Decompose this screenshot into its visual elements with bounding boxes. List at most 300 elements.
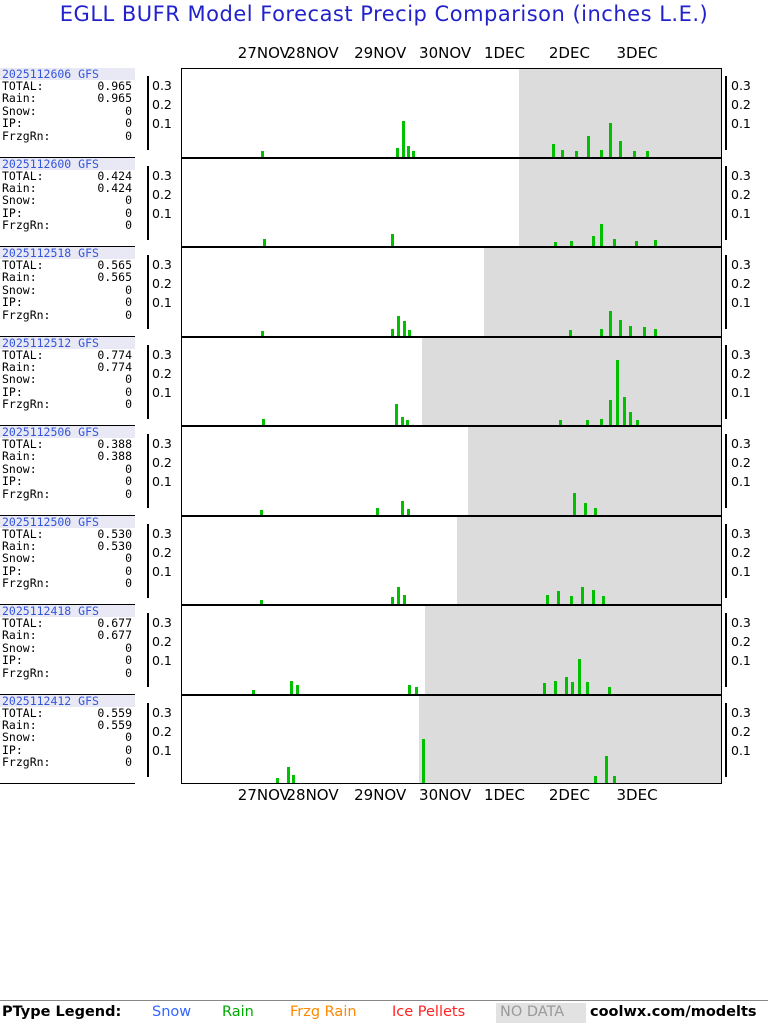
right-y-axis <box>722 426 768 516</box>
precip-bar <box>252 690 255 693</box>
precip-bar <box>559 420 562 425</box>
precip-bar <box>391 234 394 246</box>
panel-stat-value: 0.965 <box>97 91 132 106</box>
precip-bar <box>587 136 590 156</box>
precip-plot <box>181 158 722 248</box>
forecast-panel <box>0 337 768 427</box>
y-tick-label: 0.1 <box>731 384 751 400</box>
panel-stat-value: 0 <box>125 193 132 208</box>
panel-stat-key: FrzgRn: <box>2 755 51 770</box>
precip-bar <box>623 397 626 425</box>
y-tick-label: 0.3 <box>152 257 172 272</box>
forecast-panel <box>0 247 768 337</box>
precip-bar <box>391 329 394 336</box>
precip-bar <box>633 151 636 157</box>
forecast-panel <box>0 68 768 158</box>
y-tick-label: 0.2 <box>731 97 751 112</box>
precip-bar <box>586 682 589 694</box>
precip-bar <box>408 685 411 693</box>
panel-stat-key: Rain: <box>2 180 37 195</box>
x-tick-label: 27NOV <box>237 786 290 804</box>
y-tick-label: 0.3 <box>152 704 172 720</box>
x-tick-label: 29NOV <box>354 44 407 62</box>
panel-stat-row <box>0 373 135 385</box>
panel-stat-row <box>0 731 135 743</box>
precip-bar <box>619 141 622 156</box>
panel-info-box <box>0 605 135 695</box>
precip-bar <box>609 311 612 335</box>
panel-stat-key: Snow: <box>2 282 37 297</box>
panel-stat-value: 0.559 <box>97 717 132 732</box>
panel-stat-value: 0 <box>125 218 132 233</box>
y-tick-label: 0.2 <box>731 455 751 470</box>
left-y-axis <box>136 426 181 516</box>
precip-plot <box>181 605 722 695</box>
left-y-axis <box>136 695 181 785</box>
y-tick-label: 0.2 <box>152 186 172 202</box>
y-tick-label: 0.2 <box>152 634 172 649</box>
precip-bar <box>401 417 404 425</box>
no-data-region <box>519 159 721 247</box>
panel-stat-value: 0.565 <box>97 258 132 272</box>
no-data-region <box>468 427 721 515</box>
model-run-label[interactable]: 2025112512 GFS <box>0 337 135 349</box>
panel-stat-value: 0.530 <box>97 526 132 541</box>
panel-stat-key: IP: <box>2 653 23 668</box>
x-tick-label: 28NOV <box>286 786 339 804</box>
panel-stat-value: 0 <box>125 384 132 399</box>
panel-stat-key: FrzgRn: <box>2 128 51 143</box>
panel-stat-row <box>0 117 135 129</box>
precip-bar <box>546 595 549 604</box>
model-run-label[interactable]: 2025112500 GFS <box>0 516 135 528</box>
panel-stat-key: IP: <box>2 295 23 310</box>
panel-stat-row <box>0 552 135 564</box>
precip-bar <box>276 778 279 783</box>
precip-bar <box>391 597 394 604</box>
panel-stat-value: 0.424 <box>97 168 132 183</box>
y-tick-label: 0.1 <box>152 116 172 131</box>
x-tick-label: 30NOV <box>419 44 472 62</box>
panel-stat-value: 0 <box>125 461 132 476</box>
panel-stat-row <box>0 475 135 487</box>
y-axis-line <box>725 345 727 419</box>
y-tick-label: 0.3 <box>731 257 751 272</box>
precip-bar <box>600 419 603 425</box>
precip-bar <box>261 331 264 335</box>
panel-stat-value: 0 <box>125 103 132 118</box>
y-tick-label: 0.2 <box>152 544 172 560</box>
precip-bar <box>592 590 595 604</box>
precip-bar <box>552 144 555 156</box>
panel-stat-row <box>0 654 135 666</box>
panel-stat-row <box>0 667 135 679</box>
panel-stat-value: 0.388 <box>97 449 132 464</box>
y-tick-label: 0.2 <box>731 723 751 739</box>
y-tick-label: 0.2 <box>152 365 172 381</box>
panel-stat-value: 0 <box>125 116 132 131</box>
panel-stat-value: 0 <box>125 755 132 770</box>
legend-rain: Rain <box>222 1004 254 1020</box>
y-tick-label: 0.2 <box>731 544 751 560</box>
precip-plot <box>181 68 722 158</box>
precip-bar <box>376 508 379 514</box>
panel-stat-key: Snow: <box>2 372 37 387</box>
panel-stat-key: Snow: <box>2 730 37 745</box>
panel-stat-value: 0 <box>125 295 132 310</box>
x-tick-label: 3DEC <box>616 44 658 62</box>
precip-bar <box>573 493 576 515</box>
precip-bar <box>592 236 595 246</box>
precip-bar <box>261 151 264 157</box>
panel-stat-value: 0.774 <box>97 359 132 374</box>
panel-stat-value: 0 <box>125 653 132 668</box>
panel-info-box <box>0 68 135 158</box>
precip-bar <box>407 509 410 515</box>
panel-stat-key: FrzgRn: <box>2 307 51 322</box>
y-tick-label: 0.2 <box>152 97 172 112</box>
left-y-axis <box>136 68 181 158</box>
y-tick-label: 0.2 <box>731 186 751 202</box>
right-y-axis <box>722 695 768 785</box>
no-data-region <box>457 517 721 605</box>
precip-bar <box>605 756 608 783</box>
precip-bar <box>581 587 584 604</box>
panel-stat-value: 0 <box>125 205 132 220</box>
panel-stat-value: 0 <box>125 486 132 501</box>
y-tick-label: 0.1 <box>152 653 172 668</box>
panel-info-box <box>0 695 135 785</box>
precip-plot <box>181 516 722 606</box>
legend-no-data: NO DATA <box>500 1004 565 1020</box>
panel-stat-key: FrzgRn: <box>2 218 51 233</box>
ptype-legend <box>0 1000 768 1025</box>
panel-stat-key: Snow: <box>2 551 37 566</box>
right-y-axis <box>722 247 768 337</box>
forecast-panel <box>0 158 768 248</box>
panel-stat-value: 0 <box>125 665 132 680</box>
precip-bar <box>570 241 573 246</box>
precip-bar <box>292 775 295 783</box>
y-tick-label: 0.3 <box>152 346 172 362</box>
y-tick-label: 0.2 <box>152 455 172 470</box>
panel-stat-row <box>0 130 135 142</box>
model-run-label[interactable]: 2025112412 GFS <box>0 695 135 707</box>
precip-bar <box>600 329 603 336</box>
precip-bar <box>616 360 619 425</box>
y-tick-label: 0.3 <box>731 78 751 93</box>
y-tick-label: 0.3 <box>152 436 172 451</box>
panel-stat-value: 0.530 <box>97 538 132 553</box>
page-title: EGLL BUFR Model Forecast Precip Comparison (inches L.E.) <box>59 2 709 26</box>
no-data-region <box>425 606 721 694</box>
panel-stat-key: Rain: <box>2 449 37 464</box>
left-y-axis <box>136 247 181 337</box>
panel-stat-row <box>0 92 135 104</box>
panel-stat-key: TOTAL: <box>2 616 44 630</box>
panel-stat-value: 0 <box>125 474 132 489</box>
panel-stat-key: Snow: <box>2 193 37 208</box>
y-axis-line <box>725 434 727 508</box>
precip-bar <box>396 148 399 157</box>
right-y-axis <box>722 337 768 427</box>
y-axis-line <box>725 524 727 598</box>
panel-stat-value: 0 <box>125 397 132 412</box>
panel-info-box <box>0 247 135 337</box>
panel-stat-value: 0.677 <box>97 628 132 643</box>
y-tick-label: 0.2 <box>152 276 172 291</box>
panel-stat-row <box>0 577 135 589</box>
precip-bar <box>260 510 263 514</box>
y-tick-label: 0.1 <box>152 295 172 310</box>
x-tick-label: 2DEC <box>548 44 590 62</box>
panel-stat-key: Rain: <box>2 538 37 553</box>
panel-stat-key: IP: <box>2 563 23 578</box>
precip-bar <box>557 591 560 604</box>
panel-stat-key: IP: <box>2 205 23 220</box>
y-tick-label: 0.1 <box>152 563 172 579</box>
panel-stat-row <box>0 398 135 410</box>
panel-stat-value: 0 <box>125 307 132 322</box>
panel-stat-key: Rain: <box>2 270 37 285</box>
panel-info-box <box>0 337 135 427</box>
panel-info-box <box>0 426 135 516</box>
y-tick-label: 0.3 <box>731 525 751 541</box>
panel-stat-row <box>0 271 135 283</box>
precip-bar <box>554 681 557 694</box>
panel-stat-row <box>0 194 135 206</box>
precip-bar <box>402 121 405 157</box>
precip-bar <box>407 146 410 156</box>
y-tick-label: 0.1 <box>731 653 751 668</box>
y-axis-line <box>147 434 149 508</box>
panel-stat-value: 0 <box>125 551 132 566</box>
right-y-axis <box>722 605 768 695</box>
panel-stat-value: 0.388 <box>97 437 132 451</box>
panel-stat-key: FrzgRn: <box>2 397 51 412</box>
left-y-axis <box>136 337 181 427</box>
precip-bar <box>636 420 639 425</box>
model-run-label[interactable]: 2025112600 GFS <box>0 158 135 170</box>
panel-stat-key: Snow: <box>2 640 37 655</box>
panel-stat-key: Rain: <box>2 717 37 732</box>
y-tick-label: 0.3 <box>152 78 172 93</box>
precip-bar <box>594 776 597 783</box>
panel-stat-value: 0 <box>125 372 132 387</box>
y-axis-line <box>725 76 727 150</box>
precip-bar <box>543 683 546 693</box>
panel-stat-value: 0 <box>125 742 132 757</box>
panel-stat-key: Rain: <box>2 359 37 374</box>
panel-stat-row <box>0 309 135 321</box>
panel-stat-value: 0 <box>125 576 132 591</box>
y-tick-label: 0.2 <box>731 365 751 381</box>
precip-bar <box>575 151 578 156</box>
y-axis-line <box>147 76 149 150</box>
panel-stat-key: FrzgRn: <box>2 576 51 591</box>
precip-bar <box>594 508 597 515</box>
panel-stat-key: Rain: <box>2 91 37 106</box>
panel-stat-key: TOTAL: <box>2 168 44 183</box>
panel-stat-key: TOTAL: <box>2 705 44 720</box>
y-tick-label: 0.3 <box>731 436 751 451</box>
precip-bar <box>654 329 657 336</box>
y-axis-line <box>147 345 149 419</box>
model-run-label[interactable]: 2025112506 GFS <box>0 426 135 438</box>
y-axis-line <box>725 255 727 329</box>
precip-plot <box>181 337 722 427</box>
panel-stat-key: TOTAL: <box>2 258 44 272</box>
precip-bar <box>600 224 603 246</box>
precip-bar <box>403 321 406 335</box>
precip-bar <box>401 501 404 515</box>
precip-bar <box>609 400 612 425</box>
precip-bar <box>408 330 411 336</box>
left-y-axis <box>136 516 181 606</box>
right-y-axis <box>722 68 768 158</box>
panel-stat-key: FrzgRn: <box>2 665 51 680</box>
panel-stat-value: 0.774 <box>97 347 132 362</box>
y-tick-label: 0.3 <box>731 704 751 720</box>
x-tick-label: 3DEC <box>616 786 658 804</box>
y-axis-line <box>147 703 149 777</box>
y-tick-label: 0.1 <box>731 742 751 758</box>
precip-bar <box>578 659 581 694</box>
no-data-region <box>422 338 721 426</box>
y-tick-label: 0.1 <box>152 205 172 221</box>
panel-stat-key: TOTAL: <box>2 347 44 362</box>
panel-stat-value: 0.965 <box>97 79 132 93</box>
panel-stat-key: IP: <box>2 742 23 757</box>
precip-bar <box>629 412 632 425</box>
panel-stat-value: 0 <box>125 730 132 745</box>
legend-frzg-rain: Frzg Rain <box>290 1004 357 1020</box>
y-tick-label: 0.3 <box>731 167 751 183</box>
y-tick-label: 0.2 <box>152 723 172 739</box>
left-y-axis <box>136 605 181 695</box>
panel-stat-key: TOTAL: <box>2 526 44 541</box>
y-tick-label: 0.1 <box>731 563 751 579</box>
y-tick-label: 0.1 <box>731 116 751 131</box>
precip-bar <box>629 326 632 335</box>
panel-stat-value: 0.424 <box>97 180 132 195</box>
precip-bar <box>635 241 638 246</box>
model-run-label[interactable]: 2025112518 GFS <box>0 247 135 259</box>
panel-stat-row <box>0 219 135 231</box>
precip-bar <box>422 739 425 783</box>
precip-bar <box>584 503 587 515</box>
x-tick-label: 2DEC <box>548 786 590 804</box>
precip-bar <box>565 677 568 693</box>
y-tick-label: 0.3 <box>152 525 172 541</box>
y-tick-label: 0.1 <box>152 474 172 489</box>
panel-stat-key: IP: <box>2 384 23 399</box>
forecast-panel <box>0 516 768 606</box>
precip-bar <box>296 685 299 693</box>
precip-bar <box>602 596 605 604</box>
precip-bar <box>263 239 266 246</box>
y-tick-label: 0.1 <box>152 384 172 400</box>
x-tick-label: 29NOV <box>354 786 407 804</box>
precip-bar <box>608 687 611 694</box>
precip-bar <box>260 600 263 604</box>
y-tick-label: 0.1 <box>152 742 172 758</box>
y-tick-label: 0.1 <box>731 205 751 221</box>
legend-snow: Snow <box>152 1004 192 1020</box>
y-axis-line <box>147 613 149 687</box>
precip-bar <box>403 595 406 604</box>
y-tick-label: 0.1 <box>731 295 751 310</box>
right-y-axis <box>722 158 768 248</box>
panel-stat-value: 0 <box>125 282 132 297</box>
precip-bar <box>609 123 612 157</box>
precip-bar <box>395 404 398 425</box>
precip-bar <box>619 320 622 336</box>
right-y-axis <box>722 516 768 606</box>
precip-bar <box>569 330 572 336</box>
panel-stat-value: 0 <box>125 640 132 655</box>
model-run-label[interactable]: 2025112418 GFS <box>0 605 135 617</box>
y-tick-label: 0.3 <box>731 615 751 630</box>
precip-bar <box>412 151 415 156</box>
precip-bar <box>643 327 646 335</box>
no-data-region <box>419 696 721 784</box>
y-axis-line <box>725 703 727 777</box>
x-tick-label: 27NOV <box>237 44 290 62</box>
panel-stat-key: FrzgRn: <box>2 486 51 501</box>
left-y-axis <box>136 158 181 248</box>
panel-stat-key: Snow: <box>2 103 37 118</box>
precip-bar <box>554 242 557 246</box>
y-axis-line <box>147 166 149 240</box>
model-run-label[interactable]: 2025112606 GFS <box>0 68 135 80</box>
precip-bar <box>415 687 418 694</box>
y-tick-label: 0.3 <box>152 615 172 630</box>
precip-bar <box>654 240 657 246</box>
y-axis-line <box>147 524 149 598</box>
legend-ice-pellets: Ice Pellets <box>392 1004 466 1020</box>
y-axis-line <box>725 166 727 240</box>
panel-stat-key: Rain: <box>2 628 37 643</box>
panel-stat-row <box>0 488 135 500</box>
legend-ptype-label: PType Legend: <box>2 1004 122 1020</box>
precip-bar <box>570 596 573 604</box>
precip-bar <box>613 239 616 246</box>
x-tick-label: 1DEC <box>483 786 525 804</box>
precip-bar <box>613 776 616 783</box>
no-data-region <box>484 248 721 336</box>
precip-bar <box>646 151 649 157</box>
precip-bar <box>290 681 293 694</box>
precip-plot <box>181 247 722 337</box>
panel-stat-key: TOTAL: <box>2 437 44 451</box>
precip-bar <box>397 316 400 336</box>
y-tick-label: 0.1 <box>731 474 751 489</box>
panel-stat-row <box>0 629 135 641</box>
panel-stat-value: 0.559 <box>97 705 132 720</box>
bottom-x-axis <box>181 786 722 808</box>
panel-stat-value: 0 <box>125 128 132 143</box>
top-x-axis <box>181 44 722 66</box>
precip-bar <box>586 420 589 425</box>
precip-bar <box>571 682 574 694</box>
precip-bar <box>561 150 564 157</box>
panel-stack <box>0 68 768 784</box>
precip-bar <box>406 420 409 425</box>
panel-stat-key: Snow: <box>2 461 37 476</box>
legend-site-credit: coolwx.com/modelts <box>590 1004 757 1020</box>
x-tick-label: 30NOV <box>419 786 472 804</box>
